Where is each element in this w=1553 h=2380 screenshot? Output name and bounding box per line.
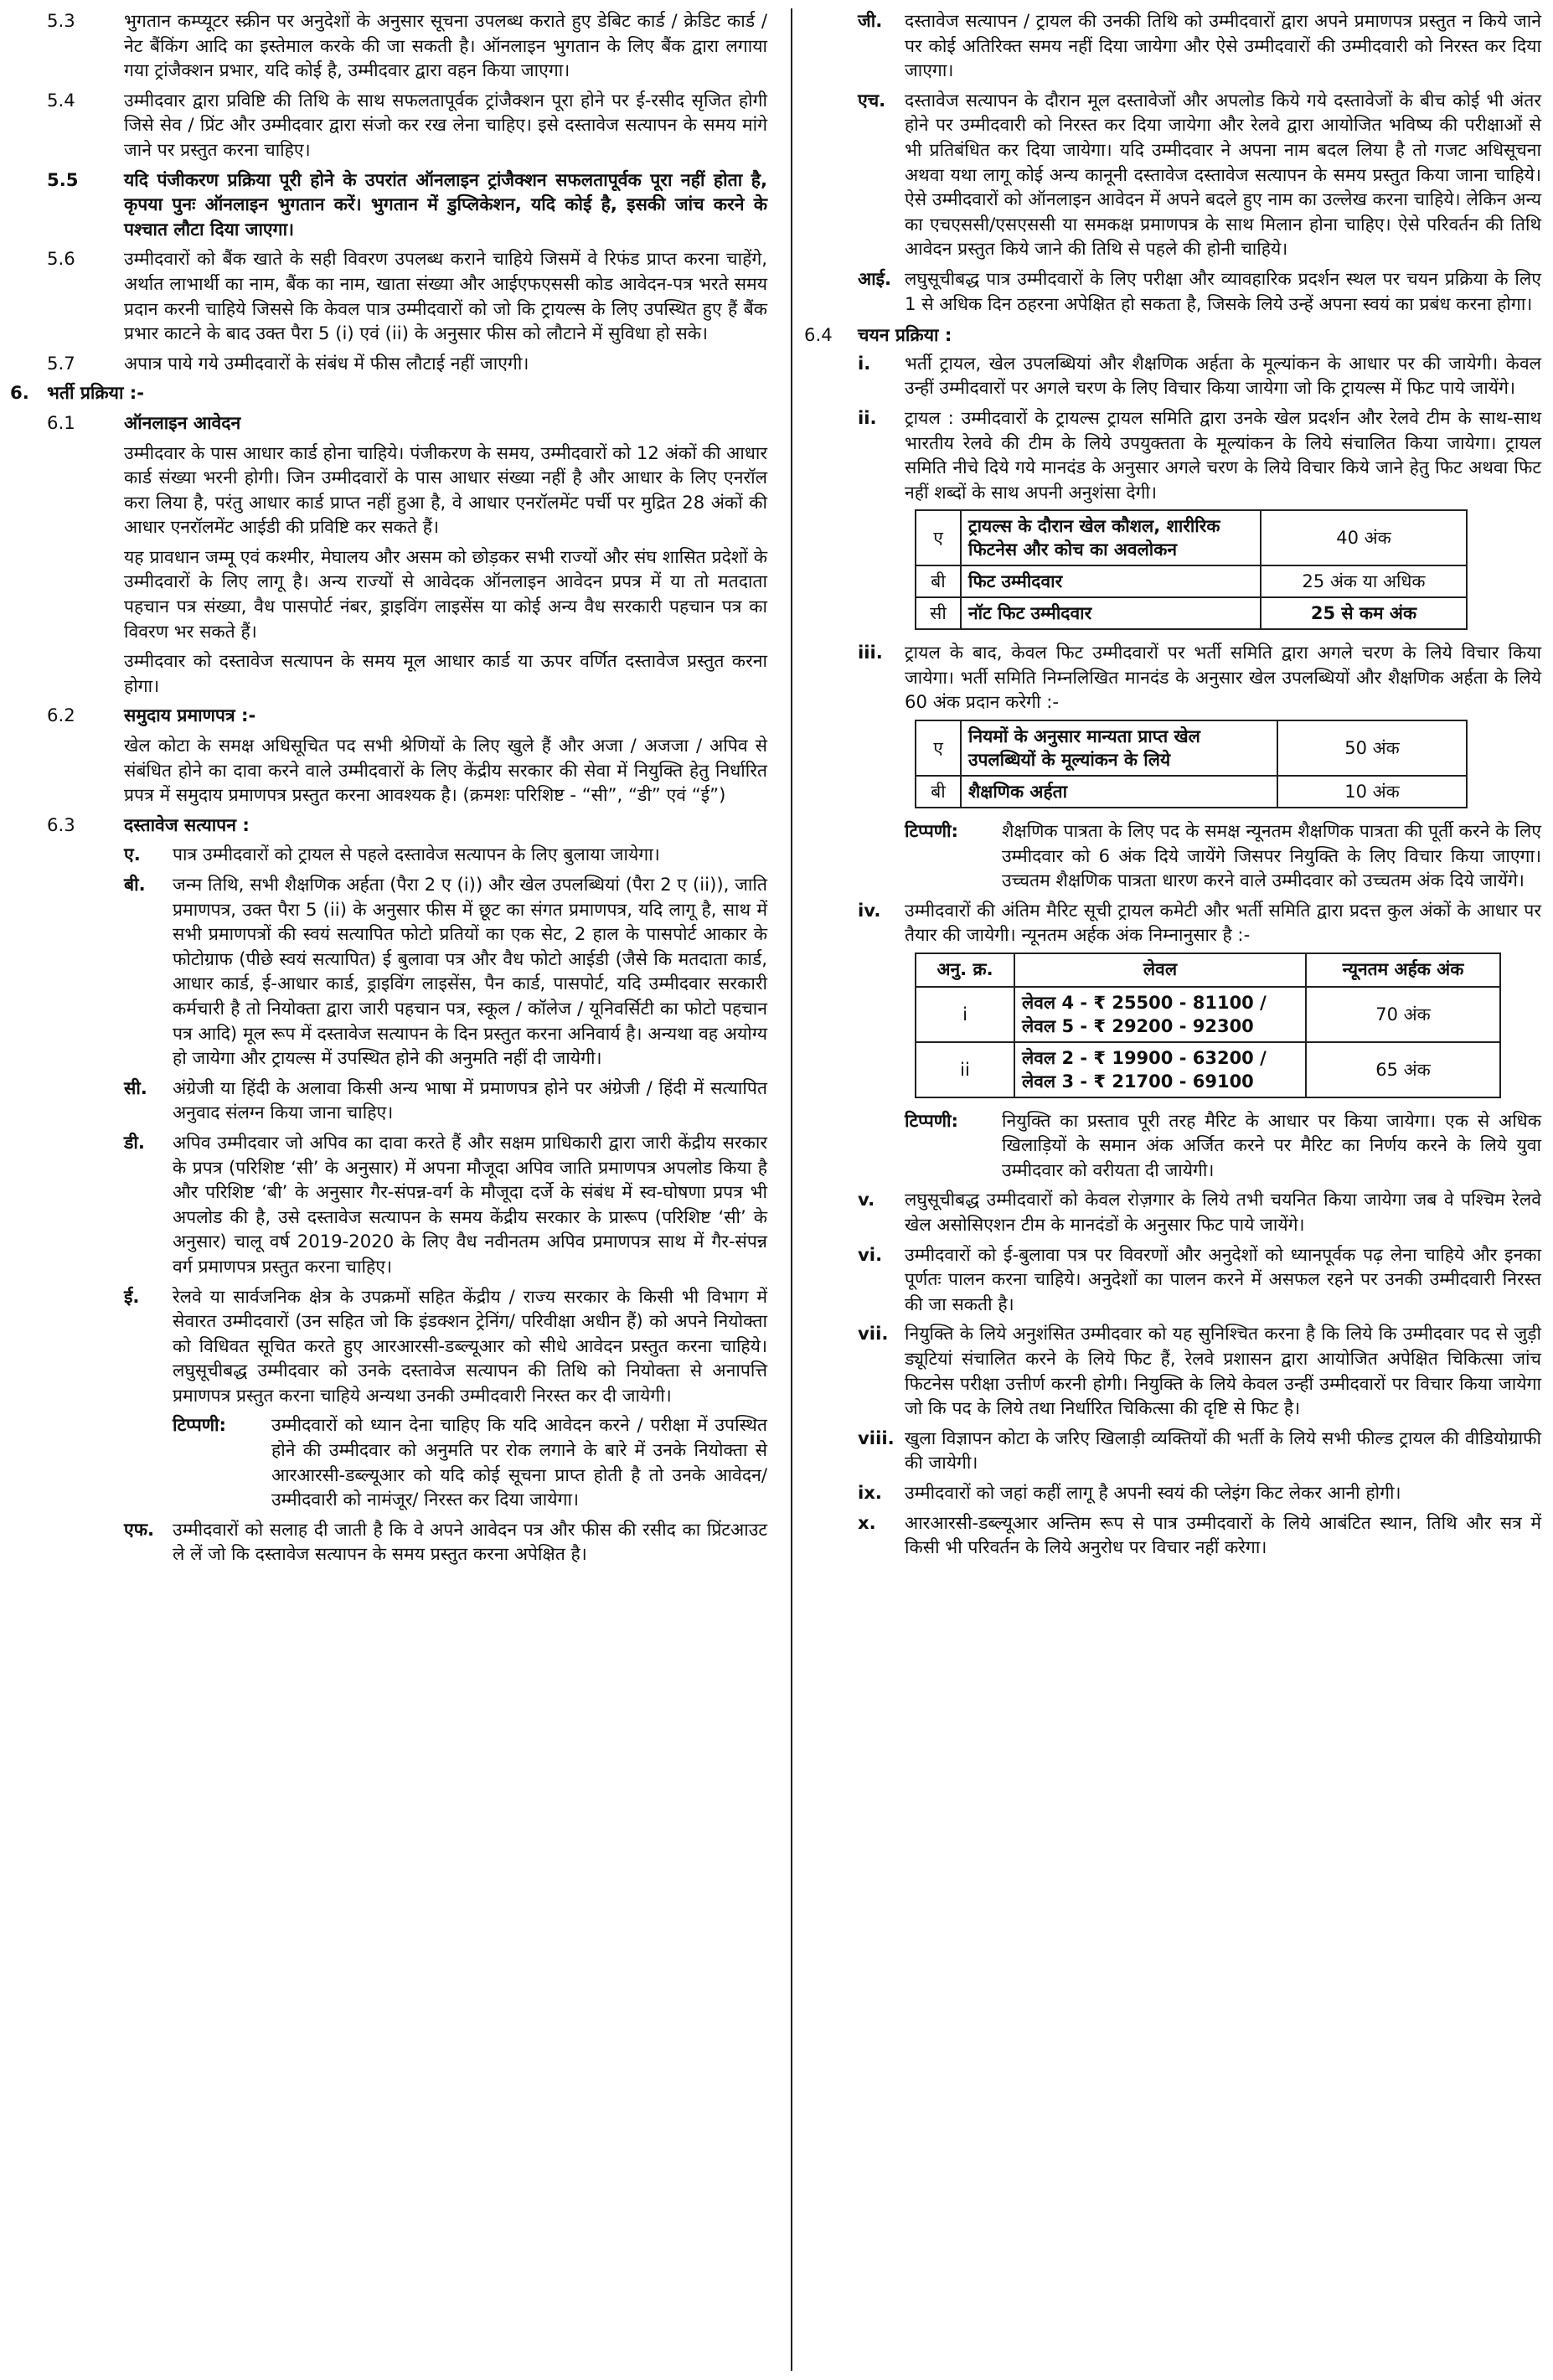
list-item [824,266,1541,316]
item-marker: डी. [124,1131,145,1153]
table-cell: 65 अंक [1306,1042,1500,1097]
table-cell: 40 अंक [1261,510,1467,565]
item-text: रेलवे या सार्वजनिक क्षेत्र के उपक्रमों सहित केंद्रीय / राज्य सरकार के किसी भी विभाग में सेवारत उम्मीदवारों (उन सहित जो कि इंडक्शन ट्रेनिंग/ परिवीक्षा अधीन हैं) को अपने नियोक्ता को विधिवत सूचित करते हुए आरआरसी-डब्ल्यूआर को सीधे आवेदन प्रस्तुत करना चाहिये। लघुसूचीबद्ध उम्मीदवार को उनके दस्तावेज सत्यापन की तिथि को नियोक्ता से अनापत्ति प्रमाणपत्र प्रस्तुत करना चाहिये अन्यथा उनकी उम्मीदवारी निरस्त कर दी जायेगी। [173,1285,767,1406]
table-cell: 25 से कम अंक [1261,597,1467,629]
item-marker: एच. [858,89,886,111]
note-label: टिप्पणी: [905,1109,959,1131]
paragraph-text: उम्मीदवार के पास आधार कार्ड होना चाहिये। पंजीकरण के समय, उम्मीदवारों को 12 अंकों की आधार कार्ड संख्या भरनी होगी। जिन उम्मीदवारों के पास आधार संख्या नहीं है और आधार के लिए एनरॉल करा लिया है, परंतु आधार कार्ड प्राप्त नहीं हुआ है, वे आधार एनरॉलमेंट पर्ची पर मुद्रित 28 अंकों की आधार एनरॉलमेंट आईडी की प्रविष्टि कर सकते हैं। [124,441,767,538]
list-item [124,1517,767,1567]
paragraph-5-5 [47,168,767,242]
list-item [824,1480,1541,1505]
achievement-marks-table [915,720,1468,808]
paragraph-5-3 [47,8,767,83]
section-6-2-heading [47,703,767,728]
item-text: लघुसूचीबद्ध उम्मीदवारों को केवल रोज़गार के लिये तभी चयनित किया जायेगा जब वे पश्चिम रेलवे खेल असोसिएशन टीम के मानदंडों के अनुसार फिट पाये जायेंगे। [905,1189,1541,1235]
note-text: नियुक्ति का प्रस्ताव पूरी तरह मैरिट के आधार पर किया जायेगा। एक से अधिक खिलाड़ियों के समान अंक अर्जित करने पर मैरिट का निर्णय करने के लिये युवा उम्मीदवार को वरीयता दी जायेगी। [1002,1109,1541,1180]
note-text: उम्मीदवारों को ध्यान देना चाहिए कि यदि आवेदन करने / परीक्षा में उपस्थित होने की उम्मीदवार को अनुमति पर रोक लगाने के बारे में उनके नियोक्ता से आरआरसी-डब्ल्यूआर को यदि कोई सूचना प्राप्त होती है तो उनके आवेदन/उम्मीदवारी को नामंजूर/ निरस्त कर दिया जायेगा। [271,1414,767,1510]
item-text: आरआरसी-डब्ल्यूआर अन्तिम रूप से पात्र उम्मीदवारों के लिये आबंटित स्थान, तिथि और सत्र में किसी भी परिवर्तन के लिये अनुरोध पर विचार नहीं करेगा। [905,1511,1541,1558]
item-text: ट्रायल के बाद, केवल फिट उम्मीदवारों पर भर्ती समिति द्वारा अगले चरण के लिये विचार किया जायेगा। भर्ती समिति निम्नलिखित मानदंड के अनुसार खेल उपलब्धियों और शैक्षणिक अर्हता के लिये 60 अंक प्रदान करेगी :- [905,642,1541,713]
item-text: दस्तावेज सत्यापन के दौरान मूल दस्तावेजों और अपलोड किये गये दस्तावेजों के बीच कोई भी अंतर होने पर उम्मीदवारी को निरस्त कर दिया जायेगा और रेलवे द्वारा आयोजित भविष्य की परीक्षाओं से भी प्रतिबंधित कर दिया जायेगा। यदि उम्मीदवार ने अपना नाम बदल लिया है तो गजट अधिसूचना अथवा यथा लागू कोई अन्य कानूनी दस्तावेज दस्तावेज सत्यापन के समय प्रस्तुत किया जाना चाहिये। ऐसे उम्मीदवारों को ऑनलाइन आवेदन में अपने बदले हुए नाम का उल्लेख करना चाहिये। लेकिन अन्य का एचएससी/एसएससी या समकक्ष प्रमाणपत्र के साथ मिलान होना चाहिए। ऐसे परिवर्तन की तिथि आवेदन प्रस्तुत किये जाने की तिथि से पहले की होनी चाहिये। [905,89,1541,260]
list-item [824,1321,1541,1420]
note-text: शैक्षणिक पात्रता के लिए पद के समक्ष न्यूनतम शैक्षणिक पात्रता की पूर्ती करने के लिए उम्मीदवार को 6 अंक दिये जायेंगे जिसपर नियुक्ति के लिए विचार किया जाएगा। उच्चतम शैक्षणिक पात्रता धारण करने वाले उम्मीदवार को उच्चतम अंक दिये जायेंगे। [1002,820,1541,891]
level-line: लेवल 5 - ₹ 29200 - 92300 [1022,1015,1254,1036]
table-cell: सी [916,597,961,629]
section-number: 6.1 [47,411,75,433]
table-cell: ए [916,510,961,565]
trial-marks-table [915,509,1468,630]
list-item [824,1187,1541,1236]
table-cell: ए [916,720,961,776]
item-text: उम्मीदवारों की अंतिम मैरिट सूची ट्रायल कमेटी और भर्ती समिति द्वारा प्रदत्त कुल अंकों के आधार पर तैयार की जायेगी। न्यूनतम अर्हक अंक निम्नानुसार है :- [905,899,1541,946]
paragraph-number: 5.6 [47,248,75,270]
table-cell: बी [916,776,961,808]
note-label: टिप्पणी: [173,1414,227,1436]
table-cell [1014,1042,1306,1097]
section-6-1-heading [47,410,767,436]
table-header: न्यूनतम अर्हक अंक [1306,953,1500,987]
item-text: उम्मीदवारों को सलाह दी जाती है कि वे अपने आवेदन पत्र और फीस की रसीद का प्रिंटआउट ले लें जो कि दस्तावेज सत्यापन के समय प्रस्तुत करना अपेक्षित है। [173,1518,767,1565]
level-line: लेवल 3 - ₹ 21700 - 69100 [1022,1071,1254,1092]
right-column [804,8,1541,1565]
section-number: 6.4 [804,324,833,346]
item-text: पात्र उम्मीदवारों को ट्रायल से पहले दस्तावेज सत्यापन के लिए बुलाया जायेगा। [173,844,660,865]
item-text: अपिव उम्मीदवार जो अपिव का दावा करते हैं और सक्षम प्राधिकारी द्वारा जारी केंद्रीय सरकार के प्रपत्र (परिशिष्ट ‘सी’ के अनुसार) में अपना मौजूदा अपिव जाति प्रमाणपत्र अपलोड किया है और परिशिष्ट ‘बी’ के अनुसार गैर-संपन्न-वर्ग के मौजूदा दर्जे के संबंध में स्व-घोषणा प्रपत्र भी अपलोड की है, उसे दस्तावेज सत्यापन के समय केंद्रीय सरकार के प्रारूप (परिशिष्ट ‘सी’ के अनुसार) चालू वर्ष 2019-2020 के लिए वैध नवीनतम अपिव प्रमाणपत्र साथ में गैर-संपन्न वर्ग प्रमाणपत्र प्रस्तुत करना चाहिए। [173,1131,767,1277]
item-text: भर्ती ट्रायल, खेल उपलब्धियां और शैक्षणिक अर्हता के मूल्यांकन के आधार पर की जायेगी। केवल उन्हीं उम्मीदवारों पर अगले चरण के लिए विचार किया जायेगा जो कि ट्रायल्स में फिट पाये जायेंगे। [905,352,1541,399]
note [173,1412,767,1511]
paragraph-5-7 [47,351,767,376]
section-6-heading [10,380,767,405]
list-item [124,1284,767,1408]
table-header: अनु. क्र. [916,953,1014,987]
left-column [10,8,767,1572]
table-row [916,565,1467,597]
item-marker: ix. [858,1481,882,1503]
table-cell: i [916,987,1014,1042]
list-item [124,842,767,867]
item-marker: ए. [124,844,141,865]
item-text: दस्तावेज सत्यापन / ट्रायल की उनकी तिथि को उम्मीदवारों द्वारा अपने प्रमाणपत्र प्रस्तुत न किये जाने पर कोई अतिरिक्त समय नहीं दिया जायेगा और ऐसे उम्मीदवारों की उम्मीदवारी को निरस्त कर दिया जाएगा। [905,10,1541,81]
item-marker: x. [858,1511,876,1533]
paragraph-text: उम्मीदवार को दस्तावेज सत्यापन के समय मूल आधार कार्ड या ऊपर वर्णित दस्तावेज प्रस्तुत करना होगा। [124,650,767,696]
table-cell: 70 अंक [1306,987,1500,1042]
table-row [916,987,1500,1042]
table-cell: शैक्षणिक अर्हता [961,776,1277,808]
item-marker: vii. [858,1323,889,1345]
paragraph-text: यह प्रावधान जम्मू एवं कश्मीर, मेघालय और असम को छोड़कर सभी राज्यों और संघ शासित प्रदेशों के उम्मीदवारों के लिए लागू है। अन्य राज्यों से आवेदक ऑनलाइन आवेदन प्रपत्र में या तो मतदाता पहचान पत्र संख्या, वैध पासपोर्ट नंबर, ड्राइविंग लाइसेंस या कोई अन्य वैध सरकारी पहचान पत्र का विवरण भर सकते हैं। [124,545,767,642]
list-item [824,405,1541,504]
level-line: लेवल 4 - ₹ 25500 - 81100 / [1022,992,1267,1013]
note [905,818,1541,893]
item-marker: viii. [858,1427,895,1448]
item-marker: i. [858,352,871,374]
section-title: ऑनलाइन आवेदन [124,411,241,433]
table-cell [1014,987,1306,1042]
table-cell: 50 अंक [1277,720,1467,776]
list-item [824,351,1541,400]
section-number: 6.3 [47,813,75,835]
section-title: समुदाय प्रमाणपत्र :- [124,705,256,726]
paragraph-text: अपात्र पाये गये उम्मीदवारों के संबंध में फीस लौटाई नहीं जाएगी। [124,352,529,374]
section-number: 6.2 [47,705,75,726]
item-marker: iv. [858,899,881,921]
paragraph-text: उम्मीदवार द्वारा प्रविष्टि की तिथि के साथ सफलतापूर्वक ट्रांजैक्शन पूरा होने पर ई-रसीद सृजित होगी जिसे सेव / प्रिंट और उम्मीदवार द्वारा संजो कर रख लेना चाहिए। इसे दस्तावेज सत्यापन के समय मांगे जाने पर प्रस्तुत करना चाहिए। [124,89,767,160]
list-item [824,1242,1541,1317]
level-line: लेवल 2 - ₹ 19900 - 63200 / [1022,1047,1267,1068]
table-row [916,1042,1500,1097]
item-text: ट्रायल : उम्मीदवारों के ट्रायल्स ट्रायल समिति द्वारा उनके खेल प्रदर्शन और रेलवे टीम के साथ-साथ भारतीय रेलवे की टीम के लिये उपयुक्तता के मूल्यांकन के लिये संचालित किया जायेगा। ट्रायल समिति नीचे दिये गये मानदंड के अनुसार अगले चरण के लिये विचार किये जाने हेतु फिट अथवा फिट नहीं शब्दों के साथ अपनी अनुशंसा देगी। [905,406,1541,503]
column-divider [791,8,792,2371]
table-cell: 10 अंक [1277,776,1467,808]
table-header: लेवल [1014,953,1306,987]
table-cell: फिट उम्मीदवार [961,565,1261,597]
section-title: चयन प्रक्रिया : [858,324,952,346]
item-marker: v. [858,1189,875,1211]
item-marker: एफ. [124,1518,155,1540]
item-marker: सी. [124,1076,147,1098]
paragraph-number: 5.4 [47,89,75,111]
item-marker: vi. [858,1243,883,1265]
section-6-3-heading [47,813,767,838]
table-row [916,597,1467,629]
list-item [824,88,1541,261]
table-cell: 25 अंक या अधिक [1261,565,1467,597]
paragraph-5-6 [47,246,767,345]
table-row [916,720,1467,776]
item-marker: iii. [858,642,883,663]
paragraph-text: उम्मीदवारों को बैंक खाते के सही विवरण उपलब्ध कराने चाहिये जिसमें वे रिफंड प्राप्त करना चाहेंगे, अर्थात लाभार्थी का नाम, बैंक का नाम, खाता संख्या और आईएफएससी कोड आवेदन-पत्र भरते समय प्रदान करनी चाहिये जिससे कि केवल पात्र उम्मीदवारों को जो कि ट्रायल्स के लिए उपस्थित हुए हैं बैंक प्रभार काटने के बाद उक्त पैरा 5 (i) एवं (ii) के अनुसार फीस को लौटाने में सुविधा हो सके। [124,248,767,344]
paragraph-5-4 [47,88,767,163]
section-6-4-heading [804,323,1541,348]
table-header-row [916,953,1500,987]
list-item [824,1510,1541,1560]
list-item [824,1426,1541,1475]
item-marker: जी. [858,10,883,31]
item-marker: बी. [124,874,146,895]
table-cell: नियमों के अनुसार मान्यता प्राप्त खेल उपलब्धियों के मूल्यांकन के लिये [961,720,1277,776]
table-cell: नॉट फिट उम्मीदवार [961,597,1261,629]
table-cell: ट्रायल्स के दौरान खेल कौशल, शारीरिक फिटनेस और कोच का अवलोकन [961,510,1261,565]
list-item [124,1130,767,1279]
qualifying-marks-table [915,953,1501,1098]
section-number: 6. [10,382,29,404]
paragraph-text: यदि पंजीकरण प्रक्रिया पूरी होने के उपरांत ऑनलाइन ट्रांजैक्शन सफलतापूर्वक पूरा नहीं होता है, कृपया पुनः ऑनलाइन भुगतान करें। भुगतान में डुप्लिकेशन, यदि कोई है, इसकी जांच करने के पश्चात लौटा दिया जाएगा। [124,168,767,240]
note-label: टिप्पणी: [905,820,959,842]
table-cell: ii [916,1042,1014,1097]
item-text: नियुक्ति के लिये अनुशंसित उम्मीदवार को यह सुनिश्चित करना है कि लिये कि उम्मीदवार पद से जुड़ी ड्यूटियां संचालित करने के लिये फिट हैं, रेलवे प्रशासन द्वारा आयोजित अपेक्षित चिकित्सा जांच फिटनेस परीक्षा उत्तीर्ण करनी होगी। नियुक्ति के लिये केवल उन्हीं उम्मीदवारों पर विचार किया जायेगा जो कि पद के लिये तथा निर्धारित चिकित्सा की दृष्टि से फिट है। [905,1323,1541,1419]
item-text: जन्म तिथि, सभी शैक्षणिक अर्हता (पैरा 2 ए (i)) और खेल उपलब्धियां (पैरा 2 ए (ii)), जाति प्रमाणपत्र, उक्त पैरा 5 (ii) के अनुसार फीस में छूट का संगत प्रमाणपत्र, यदि लागू है, साथ में सभी प्रमाणपत्रों की स्वयं सत्यापित फोटो प्रतियों का एक सेट, 2 हाल के पासपोर्ट आकार के फोटोग्राफ (पीछे स्वयं सत्यापित) ई बुलावा पत्र और वैध फोटो आईडी (जैसे कि मतदाता कार्ड, आधार कार्ड, ई-आधार कार्ड, ड्राइविंग लाइसेंस, पैन कार्ड, पासपोर्ट, यदि उम्मीदवार सरकारी कर्मचारी है तो नियोक्ता द्वारा जारी पहचान पत्र, स्कूल / कॉलेज / यूनिवर्सिटी का फोटो पहचान पत्र आदि) मूल रूप में दस्तावेज सत्यापन के दिन प्रस्तुत करना अनिवार्य है। अन्यथा वह अयोग्य हो जायेगा और ट्रायल्स में उपस्थित होने की अनुमति नहीं दी जायेगी। [173,874,767,1069]
table-cell: बी [916,565,961,597]
list-item [124,1076,767,1125]
item-text: लघुसूचीबद्ध पात्र उम्मीदवारों के लिए परीक्षा और व्यावहारिक प्रदर्शन स्थल पर चयन प्रक्रिया के लिए 1 से अधिक दिन ठहरना अपेक्षित हो सकता है, जिसके लिये उन्हें अपना स्वयं का प्रबंध करना होगा। [905,267,1541,314]
table-row [916,510,1467,565]
note [905,1108,1541,1183]
item-text: अंग्रेजी या हिंदी के अलावा किसी अन्य भाषा में प्रमाणपत्र होने पर अंग्रेजी / हिंदी में सत्यापित अनुवाद संलग्न किया जाना चाहिए। [173,1076,767,1123]
list-item [824,640,1541,715]
paragraph-number: 5.7 [47,352,75,374]
item-text: उम्मीदवारों को जहां कहीं लागू है अपनी स्वयं की प्लेइंग किट लेकर आनी होगी। [905,1481,1401,1503]
table-row [916,776,1467,808]
item-marker: ई. [124,1285,140,1307]
section-title: दस्तावेज सत्यापन : [124,813,250,835]
section-title: भर्ती प्रक्रिया :- [47,382,145,404]
paragraph-text: खेल कोटा के समक्ष अधिसूचित पद सभी श्रेणियों के लिए खुले हैं और अजा / अजजा / अपिव से संबंधित होने का दावा करने वाले उम्मीदवारों के लिए केंद्रीय सरकार की सेवा में नियुक्ति हेतु निर्धारित प्रपत्र में समुदाय प्रमाणपत्र प्रस्तुत करना आवश्यक है। (क्रमशः परिशिष्ट - “सी”, “डी” एवं “ई”) [124,735,767,806]
paragraph-number: 5.5 [47,168,79,190]
paragraph-number: 5.3 [47,10,75,31]
item-text: खुला विज्ञापन कोटा के जरिए खिलाड़ी व्यक्तियों की भर्ती के लिये सभी फील्ड ट्रायल की वीडियोग्राफी की जायेगी। [905,1427,1541,1474]
item-marker: ii. [858,406,877,428]
list-item [824,8,1541,83]
item-text: उम्मीदवारों को ई-बुलावा पत्र पर विवरणों और अनुदेशों को ध्यानपूर्वक पढ़ लेना चाहिये और इनका पूर्णतः पालन करना चाहिये। अनुदेशों का पालन करने में असफल रहने पर उनकी उम्मीदवारी निरस्त की जा सकती है। [905,1243,1541,1314]
item-marker: आई. [858,267,892,289]
list-item [124,872,767,1071]
paragraph-text: भुगतान कम्प्यूटर स्क्रीन पर अनुदेशों के अनुसार सूचना उपलब्ध कराते हुए डेबिट कार्ड / क्रेडिट कार्ड / नेट बैंकिंग आदि का इस्तेमाल करके की जा सकती है। ऑनलाइन भुगतान के लिए बैंक द्वारा लगाया गया ट्रांजैक्शन प्रभार, यदि कोई है, उम्मीदवार द्वारा वहन किया जाएगा। [124,10,767,81]
list-item [824,898,1541,947]
